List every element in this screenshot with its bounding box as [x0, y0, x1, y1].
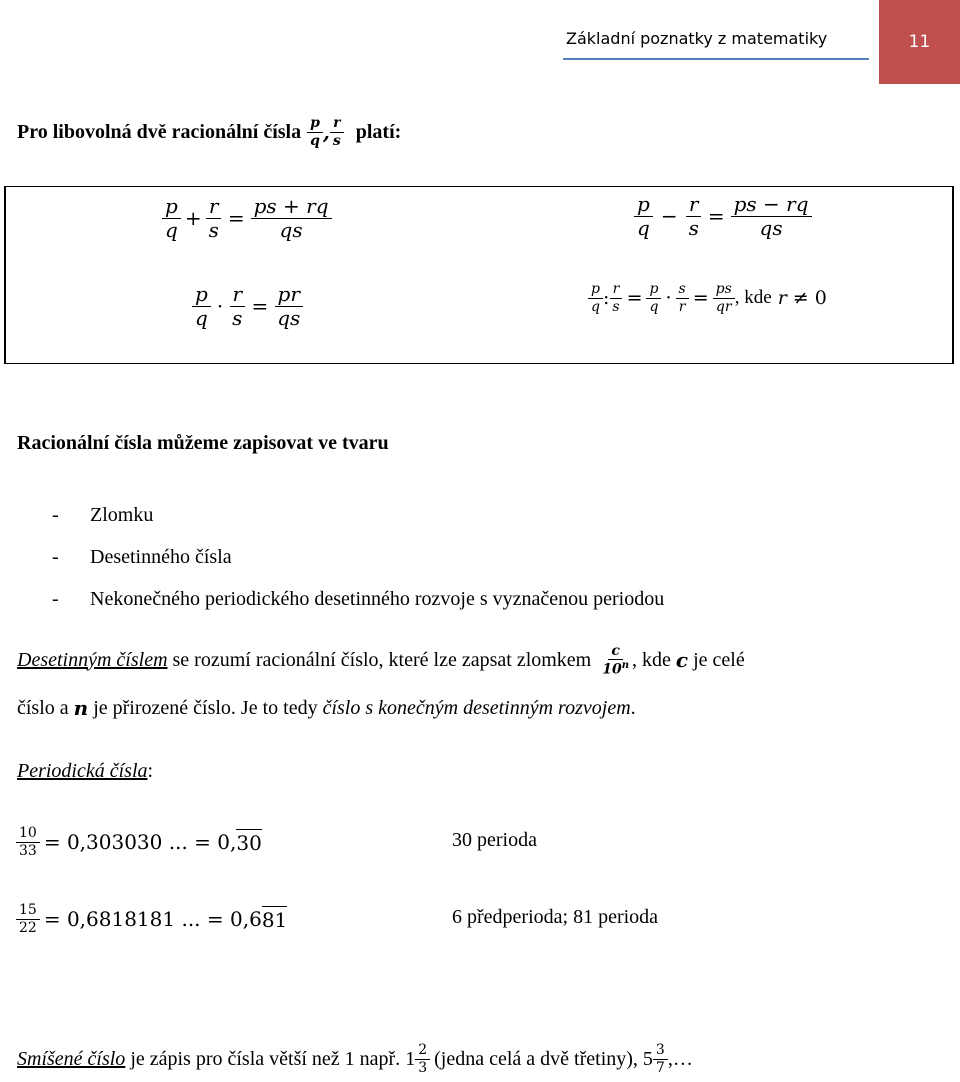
list-item: - Nekonečného periodického desetinného rozvoje s vyznačenou periodou [52, 587, 665, 610]
section-forms-title: Racionální čísla můžeme zapisovat ve tvaru [17, 432, 389, 454]
intro-text: Pro libovolná dvě racionální čísla [17, 120, 302, 143]
formula-multiplication: $\frac{p}{q}$ · $\frac{r}{s}$ = $\frac{pr}{qs}$ [192, 276, 303, 336]
division-kde: , kde [734, 287, 772, 308]
list-item: - Zlomku [52, 503, 154, 526]
formula-table-left-border [4, 186, 6, 364]
formula-division: $\frac{p}{q}$ : $\frac{r}{s}$ = $\frac{p}{q}$ · $\frac{s}{r}$ = $\frac{ps}{qr}$ , kde r ≠ 0 [588, 276, 827, 320]
decimal-definition-line2: číslo a n je přirozené číslo. Je to tedy číslo s konečným desetinným rozvojem . [17, 696, 636, 720]
periodic-note-1: 30 perioda [452, 829, 537, 851]
header-rule [563, 58, 869, 60]
term-smisene-cislo: Smíšené číslo [17, 1047, 126, 1070]
intro-after: platí: [355, 120, 402, 143]
periodic-title: Periodická čísla: [17, 760, 154, 782]
running-header: Základní poznatky z matematiky [566, 29, 828, 48]
periodic-note-2: 6 předperioda; 81 perioda [452, 906, 659, 928]
periodic-example-2: $\frac{15}{22}$ = 0,6818181 ... = 0,6 81 [16, 895, 287, 943]
term-desetinne-cislo: Desetinným číslem [17, 648, 168, 671]
formula-addition: $\frac{p}{q}$ + $\frac{r}{s}$ = $\frac{ps + rq}{qs}$ [162, 188, 332, 248]
page-number: 11 [879, 0, 960, 84]
intro-heading: Pro libovolná dvě racionální čísla $\frac{p}{q}$ , $\frac{r}{s}$ platí: [17, 115, 402, 149]
division-condition: ≠ 0 [792, 287, 827, 309]
formula-subtraction: $\frac{p}{q}$ − $\frac{r}{s}$ = $\frac{ps - rq}{qs}$ [634, 186, 812, 246]
decimal-definition-line1: Desetinným číslem se rozumí racionální číslo, které lze zapsat zlomkem $\frac{c}{10^n}$ , kde c je celé [17, 642, 745, 678]
fraction-3-7: $\frac{3}{7}$ [653, 1042, 668, 1075]
mixed-number-line: Smíšené číslo je zápis pro čísla větší než 1 např. 1 $\frac{2}{3}$ (jedna celá a dvě třetiny), 5 $\frac{3}{7}$ ,… [17, 1042, 693, 1076]
fraction-c-10n: $\frac{c}{10^n}$ [602, 642, 630, 678]
fraction-r-s: $\frac{r}{s}$ [330, 115, 344, 148]
fraction-2-3: $\frac{2}{3}$ [415, 1042, 430, 1075]
periodic-example-1: $\frac{10}{33}$ = 0,303030 ... = 0, 30 [16, 818, 262, 866]
fraction-p-q: $\frac{p}{q}$ [307, 115, 323, 148]
forms-list [52, 494, 664, 620]
list-item: - Desetinného čísla [52, 545, 232, 568]
